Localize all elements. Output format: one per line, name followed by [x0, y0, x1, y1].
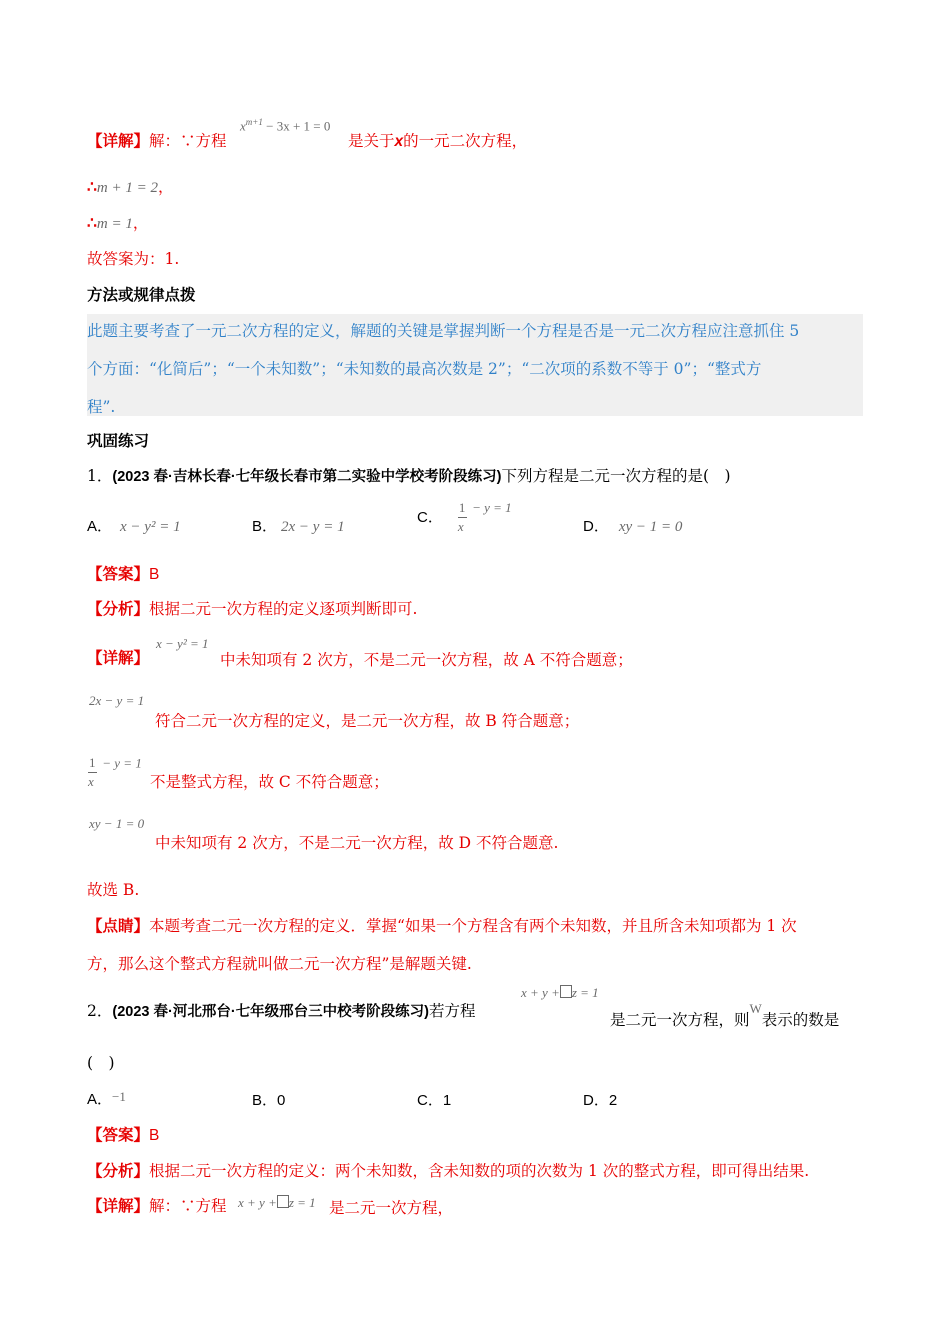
blank-box-icon	[277, 1195, 289, 1208]
q2-analysis: 【分析】根据二元一次方程的定义：两个未知数，含未知数的项的次数为 1 次的整式方程，即可得出结果.	[87, 1161, 810, 1180]
q2-option-a: A．−1	[87, 1089, 126, 1108]
q2-option-b: B．0	[252, 1092, 286, 1109]
q2-detail-text: 是二元一次方程，	[329, 1199, 454, 1217]
question-2-source: (2023 春·河北邢台·七年级邢台三中校考阶段练习)	[112, 1004, 429, 1020]
method-line-2: 个方面：“化简后”；“一个未知数”；“未知数的最高次数是 2”；“二次项的系数不等于 0”；“整式方	[87, 360, 762, 378]
q1-option-d: D． xy − 1 = 0	[583, 518, 683, 535]
q1-comment-1: 【点睛】本题考查二元一次方程的定义．掌握“如果一个方程含有两个未知数，并且所含未知项都为 1 次	[87, 916, 797, 935]
question-1-stem: 下列方程是二元一次方程的是( )	[501, 467, 731, 485]
q1-option-a: A． x − y² = 1	[87, 518, 181, 535]
w-symbol: W	[749, 1001, 762, 1016]
q1-detail-d-math: xy − 1 = 0	[89, 816, 145, 831]
q1-answer: 【答案】B	[87, 564, 160, 583]
q1-detail-b-math: 2x − y = 1	[89, 693, 145, 708]
q1-detail-a: 【详解】	[87, 648, 150, 667]
q1-option-b: B． 2x − y = 1	[252, 518, 345, 535]
q2-option-c: C．1	[417, 1092, 452, 1109]
q1-detail-a-math: x − y² = 1	[156, 636, 209, 651]
q2-stem-math: x + y + z = 1	[521, 985, 599, 1000]
detail-tag: 【详解】	[87, 131, 150, 150]
method-heading: 方法或规律点拨	[87, 285, 196, 304]
q1-detail-b-text: 符合二元一次方程的定义，是二元一次方程，故 B 符合题意；	[155, 712, 580, 730]
question-1-source: (2023 春·吉林长春·七年级长春市第二实验中学校考阶段练习)	[112, 469, 502, 485]
q2-paren: ( )	[87, 1054, 115, 1072]
q2-stem-tail: 是二元一次方程，则$^W$表示的数是	[610, 1001, 840, 1029]
answer-line: 故答案为：1.	[87, 250, 180, 268]
intro-detail-line	[87, 131, 227, 151]
blank-box-icon	[560, 985, 572, 998]
because-text: 解：∵方程	[149, 132, 227, 150]
q1-comment-2: 方，那么这个整式方程就叫做二元一次方程”是解题关键.	[87, 955, 472, 973]
q1-detail-c-math: $\frac{1}{x}$ $^{- y = 1}$	[88, 755, 142, 789]
intro-desc: 是关于x的一元二次方程，	[348, 132, 528, 150]
q1-analysis: 【分析】根据二元一次方程的定义逐项判断即可.	[87, 599, 418, 618]
q1-detail-a-text: 中未知项有 2 次方，不是二元一次方程，故 A 不符合题意；	[220, 651, 633, 669]
equation-m-plus-1: m + 1 = 2	[96, 180, 158, 196]
step-line-2: ∴m = 1，	[87, 213, 149, 232]
q1-option-c: C． $\frac{1}{x}$ − y = 1	[417, 500, 512, 534]
q1-detail-c-text: 不是整式方程，故 C 不符合题意；	[150, 773, 389, 791]
method-line-1: 此题主要考查了一元二次方程的定义，解题的关键是掌握判断一个方程是否是一元二次方程应注意抓住 5	[87, 322, 800, 340]
q2-detail: 【详解】解：∵方程	[87, 1196, 227, 1215]
q2-answer: 【答案】B	[87, 1125, 160, 1144]
main-equation: $x^{m+1} - 3x + 1 = 0$	[240, 117, 331, 134]
question-1: 1．(2023 春·吉林长春·七年级长春市第二实验中学校考阶段练习)下列方程是二元一次方程的是( )	[87, 467, 731, 485]
q1-detail-d-text: 中未知项有 2 次方，不是二元一次方程，故 D 不符合题意.	[155, 834, 559, 852]
practice-heading: 巩固练习	[87, 431, 150, 450]
q1-choose: 故选 B.	[87, 881, 140, 899]
method-line-3: 程”.	[87, 398, 116, 416]
equation-m: m = 1	[96, 216, 133, 232]
question-2: 2．(2023 春·河北邢台·七年级邢台三中校考阶段练习)若方程	[87, 1002, 476, 1020]
q2-detail-math: x + y + z = 1	[238, 1195, 316, 1210]
step-line-1: ∴m + 1 = 2，	[87, 177, 174, 196]
q2-option-d: D．2	[583, 1092, 618, 1109]
